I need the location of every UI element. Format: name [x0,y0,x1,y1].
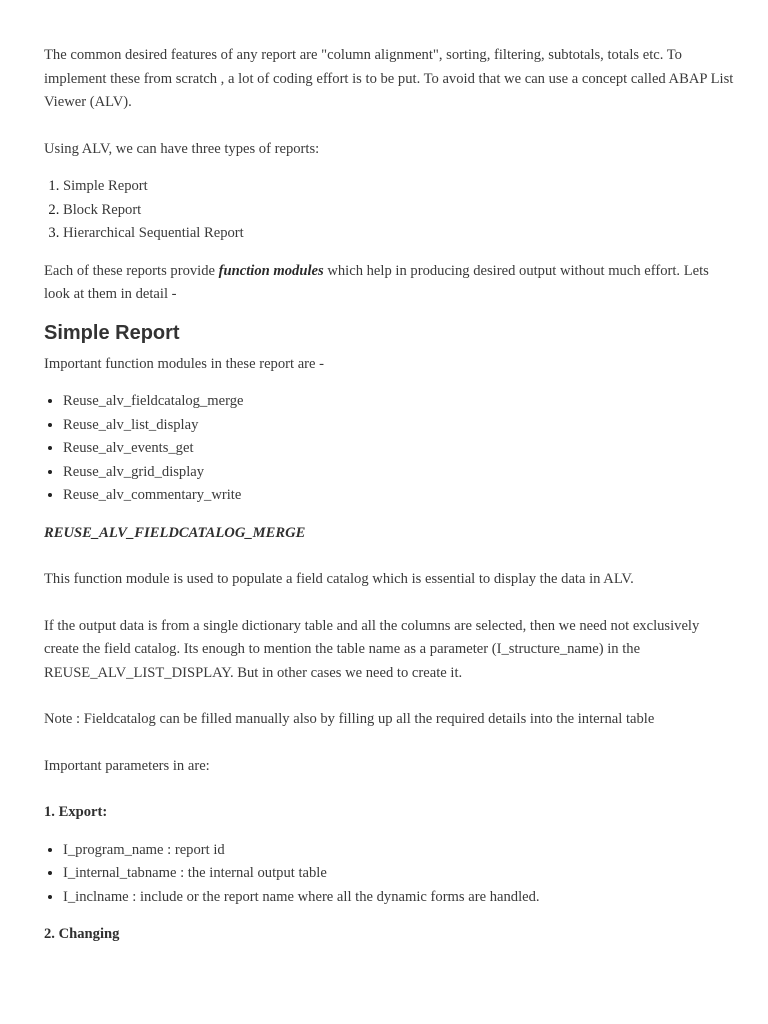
document-page [44,44,734,961]
list-item: • Reuse_alv_commentary_write [63,484,734,508]
list-item: • I_inclname : include or the report name where all the dynamic forms are handled. [63,886,734,910]
list-item: • Reuse_alv_list_display [63,414,734,438]
params-intro-paragraph: Important parameters in are: [44,757,210,774]
intro-paragraph: The common desired features of any report are "column alignment", sorting, filtering, subtotals, totals etc. To implement these from scratch , a lot of coding effort is to be put. To avoid that we can use a concept called ABAP List Viewer (ALV). [44,47,734,110]
list-item: • I_internal_tabname : the internal output table [63,862,734,886]
purpose-paragraph: This function module is used to populate a field catalog which is essential to display the data in ALV. [44,571,634,587]
single-table-paragraph: If the output data is from a single dictionary table and all the columns are selected, then we need not exclusively create the field catalog. Its enough to mention the table name as a parameter (I_structure_name) in the REUSE_ALV_LIST_DISPLAY. But in other cases we need to create it. [44,617,700,681]
list-item: 1. Simple Report [63,175,734,199]
function-modules-list [44,390,734,508]
important-modules-paragraph: Important function modules in these report are - [44,355,325,372]
note-paragraph: Note : Fieldcatalog can be filled manually also by filling up all the required details into the internal table [44,711,655,727]
list-item: • Reuse_alv_grid_display [63,461,734,485]
report-types-list [44,175,734,246]
each-text-after: which help in producing desired output without much effort. Lets look at them in detail - [44,262,709,302]
changing-heading: 2. Changing [44,926,120,942]
fieldcatalog-merge-subheading: REUSE_ALV_FIELDCATALOG_MERGE [44,524,306,541]
list-item: 2. Block Report [63,199,734,223]
using-alv-paragraph: Using ALV, we can have three types of reports: [44,140,320,157]
export-heading: 1. Export: [44,804,108,820]
simple-report-heading: Simple Report [44,321,180,344]
function-modules-emphasis: function modules [218,262,324,279]
list-item: • Reuse_alv_events_get [63,437,734,461]
list-item: 3. Hierarchical Sequential Report [63,222,734,246]
each-text-before: Each of these reports provide [44,262,219,279]
list-item: • I_program_name : report id [63,839,734,863]
each-report-paragraph [44,260,734,307]
export-params-list [44,839,734,910]
list-item: • Reuse_alv_fieldcatalog_merge [63,390,734,414]
